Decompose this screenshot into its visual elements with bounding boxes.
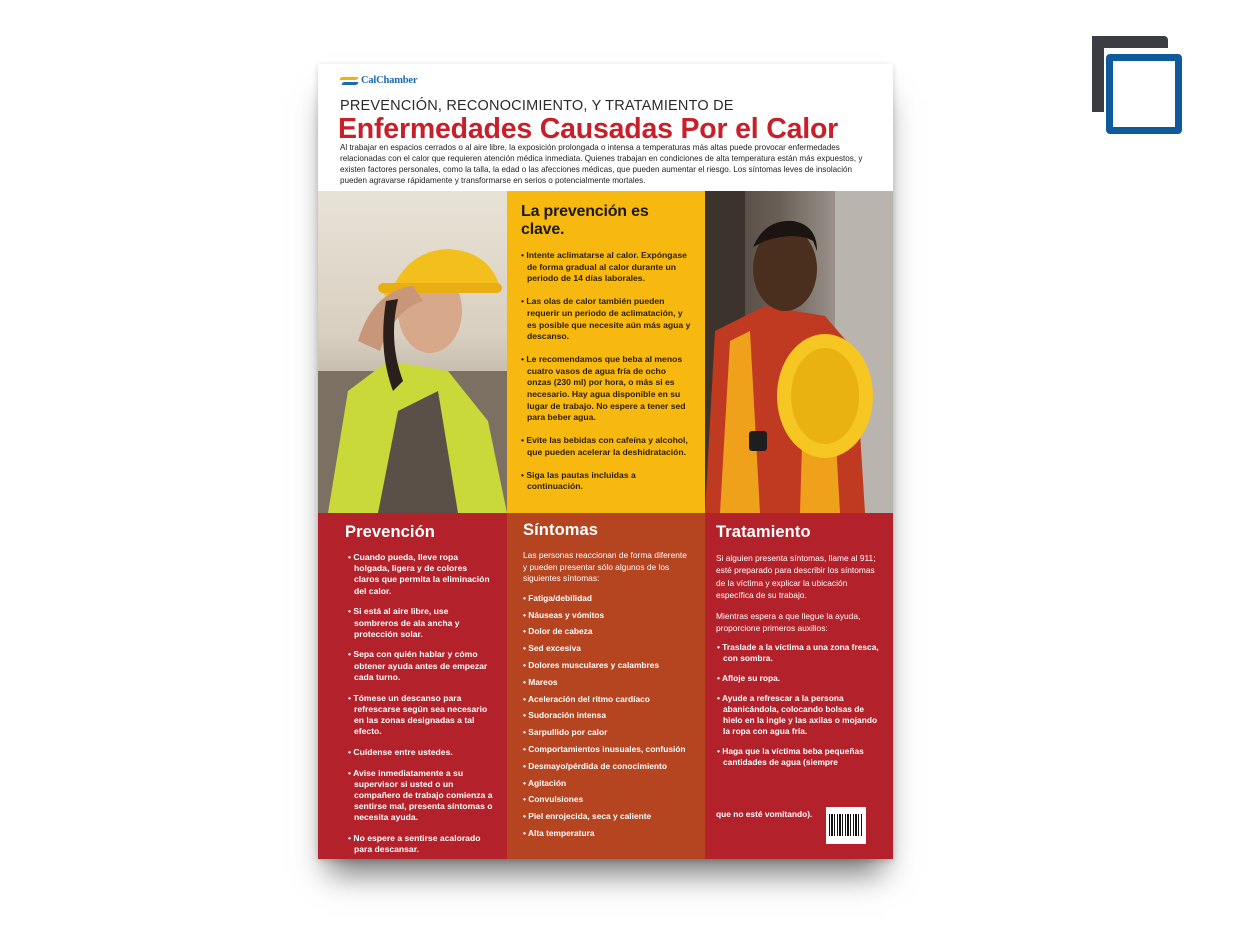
document-icon-front [1106,54,1182,134]
list-item: • Alta temperatura [523,828,691,839]
list-item: • Si está al aire libre, use sombreros de ala ancha y protección solar. [345,606,493,640]
list-item: • Avise inmediatamente a su supervisor si usted o un compañero de trabajo comienza a sentirse mal, presenta síntomas o necesita ayuda. [345,768,493,824]
prevention-key-panel [507,191,705,513]
prevention-panel [318,513,507,859]
list-item: • Dolor de cabeza [523,626,691,637]
list-item: • Afloje su ropa. [716,673,879,684]
symptoms-lead: Las personas reaccionan de forma diferente y pueden presentar sólo algunos de los siguientes síntomas: [523,550,687,584]
list-item: • Dolores musculares y calambres [523,660,691,671]
treatment-paragraph: Mientras espera a que llegue la ayuda, proporcione primeros auxilios: [716,610,861,634]
list-item: • Piel enrojecida, seca y caliente [523,811,691,822]
list-item: • Náuseas y vómitos [523,610,691,621]
list-item: • Intente aclimatarse al calor. Expóngase de forma gradual al calor durante un periodo de 14 días laborales. [521,250,691,285]
treatment-paragraph: Si alguien presenta síntomas, llame al 911; esté preparado para describir los síntomas de la víctima y explicar la ubicación específica de su trabajo. [716,553,876,601]
info-columns [318,513,893,859]
poster-subtitle: PREVENCIÓN, RECONOCIMIENTO, Y TRATAMIENTO DE [340,98,734,114]
list-item: • Ayude a refrescar a la persona abanicándola, colocando bolsas de hielo en la ingle y las axilas o mojando la ropa con agua fría. [716,693,879,737]
brand-name: CalChamber [361,75,418,86]
document-icon [1092,36,1184,136]
list-item: • Agitación [523,778,691,789]
poster-title: Enfermedades Causadas Por el Calor [338,113,839,145]
treatment-heading: Tratamiento [716,523,811,541]
list-item: • Mareos [523,677,691,688]
list-item: • Cuando pueda, lleve ropa holgada, ligera y de colores claros que permita la eliminación del calor. [345,552,493,597]
symptoms-heading: Síntomas [523,521,599,539]
list-item: • Le recomendamos que beba al menos cuatro vasos de agua fría de ocho onzas (230 ml) por hora, o más si es necesario. Hay agua disponible en su lugar de trabajo. No espere a tener sed para beber agua. [521,354,691,424]
list-item: • Traslade a la víctima a una zona fresca, con sombra. [716,642,879,664]
treatment-panel [705,513,893,859]
list-item: • No espere a sentirse acalorado para descansar. [345,833,493,855]
list-item: • Siga las pautas incluidas a continuación. [521,470,691,493]
prevention-key-list [521,250,691,493]
list-item: • Cuídense entre ustedes. [345,747,493,758]
list-item: • Tómese un descanso para refrescarse según sea necesario en las zonas designadas a tal efecto. [345,693,493,738]
worker-man-illustration [705,191,893,513]
prevention-key-heading: La prevención es clave. [521,203,649,238]
list-item: • Sed excesiva [523,643,691,654]
list-item: • Sarpullido por calor [523,727,691,738]
barcode-bars [829,814,863,836]
treatment-list [716,642,879,768]
prevention-list [345,552,493,855]
prevention-heading: Prevención [345,523,435,541]
poster [318,64,893,859]
worker-photo-right [705,191,893,513]
list-item: • Comportamientos inusuales, confusión [523,744,691,755]
treatment-tail: que no esté vomitando). [716,809,813,819]
list-item: • Evite las bebidas con cafeína y alcohol, que pueden acelerar la deshidratación. [521,435,691,458]
photo-band [318,191,893,513]
list-item: • Fatiga/debilidad [523,593,691,604]
symptoms-panel [507,513,705,859]
worker-woman-illustration [318,191,507,513]
swoosh-icon [340,77,358,85]
symptoms-list [523,593,691,839]
list-item: • Haga que la víctima beba pequeñas cantidades de agua (siempre [716,746,879,768]
list-item: • Sepa con quién hablar y cómo obtener ayuda antes de empezar cada turno. [345,649,493,683]
list-item: • Convulsiones [523,794,691,805]
brand-logo [340,75,417,86]
list-item: • Sudoración intensa [523,710,691,721]
poster-intro: Al trabajar en espacios cerrados o al aire libre, la exposición prolongada o intensa a temperaturas más altas puede provocar enfermedades relacionadas con el calor que requieren atención médica inmediata. Quienes trabajan en condiciones de alta temperatura están más expuestos, y existen factores personales, como la talla, la edad o las afecciones médicas, que pueden aumentar el riesgo. Los síntomas leves de insolación pueden agravarse rápidamente y transformarse en serios o potencialmente mortales. [340,143,863,185]
barcode-icon [826,807,866,844]
list-item: • Desmayo/pérdida de conocimiento [523,761,691,772]
list-item: • Las olas de calor también pueden requerir un periodo de aclimatación, y es posible que necesite aún más agua y descanso. [521,296,691,343]
worker-photo-left [318,191,507,513]
list-item: • Aceleración del ritmo cardíaco [523,694,691,705]
